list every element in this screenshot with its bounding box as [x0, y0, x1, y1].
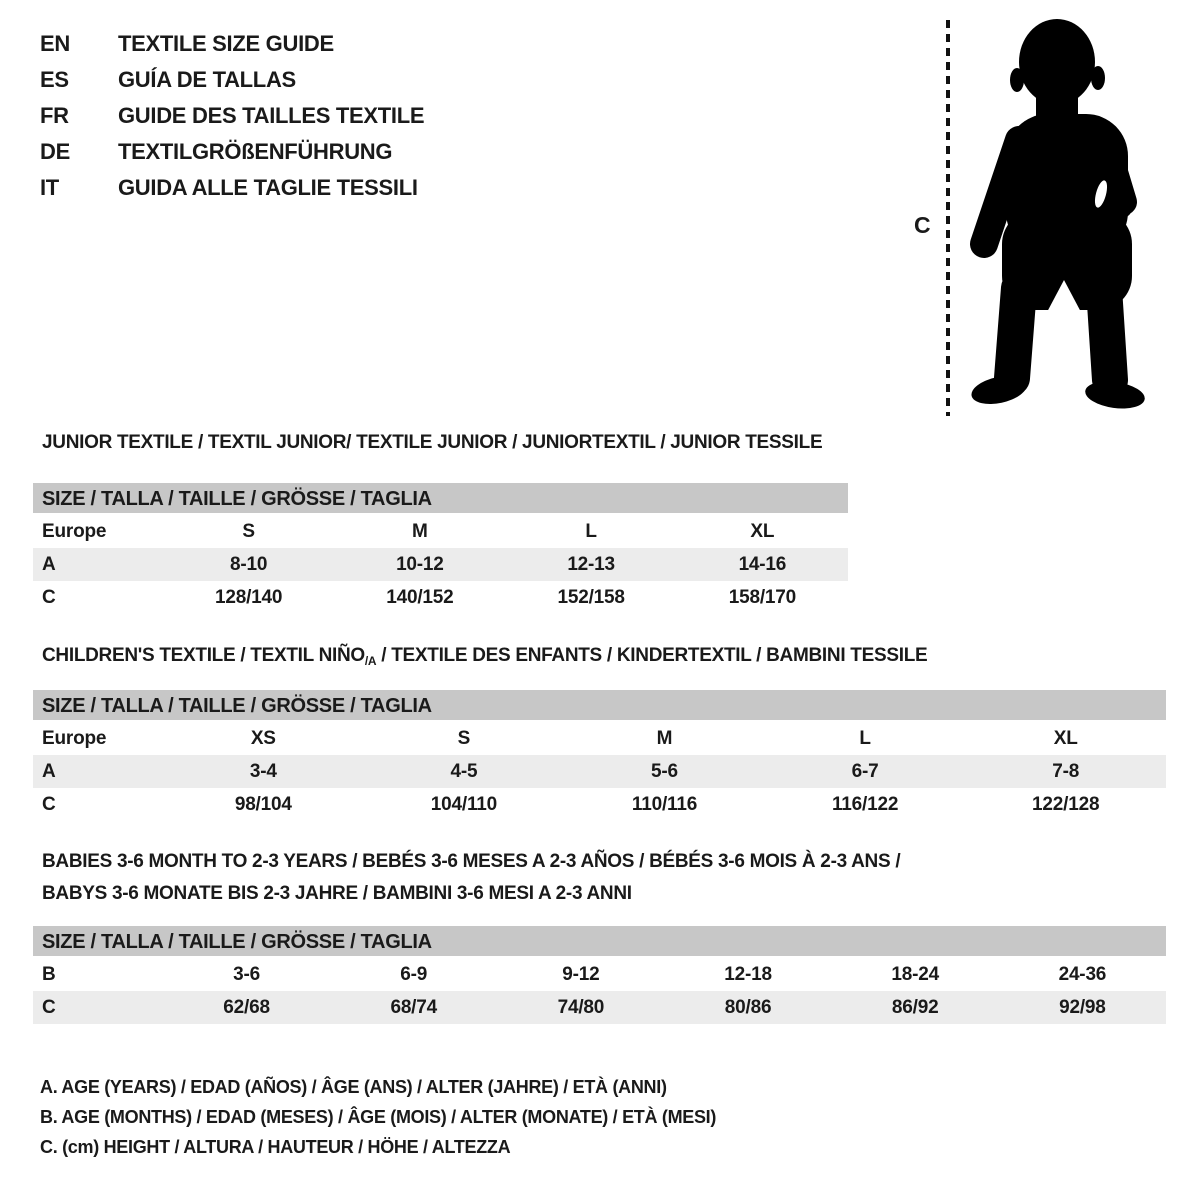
legend-age-months: B. AGE (MONTHS) / EDAD (MESES) / ÂGE (MOIS) / ALTER (MONATE) / ETÀ (MESI)	[40, 1107, 717, 1127]
legend-height-cm: C. (cm) HEIGHT / ALTURA / HAUTEUR / HÖHE / ALTEZZA	[40, 1137, 511, 1157]
size-cell: 98/104	[234, 793, 292, 815]
table-row	[33, 991, 1166, 1024]
language-title-list	[40, 26, 424, 206]
children-table-title	[42, 644, 927, 669]
babies-table-title-line1: BABIES 3-6 MONTH TO 2-3 YEARS / BEBÉS 3-6 MESES A 2-3 AÑOS / BÉBÉS 3-6 MOIS À 2-3 ANS /	[42, 851, 901, 872]
size-cell: 12-13	[567, 553, 615, 575]
size-cell: XL	[750, 520, 775, 542]
size-cell: 4-5	[450, 760, 478, 782]
title-part: CHILDREN'S TEXTILE / TEXTIL NIÑO	[42, 645, 365, 666]
row-label-cell: C	[42, 793, 56, 815]
row-label-cell: B	[42, 963, 56, 985]
size-cell: 24-36	[1058, 963, 1107, 985]
size-cell: 92/98	[1059, 996, 1106, 1018]
size-cell: S	[242, 520, 255, 542]
table-row	[33, 722, 1166, 755]
size-cell: S	[457, 727, 471, 749]
size-header-bar: SIZE / TALLA / TAILLE / GRÖSSE / TAGLIA	[33, 483, 848, 515]
size-cell: 152/158	[557, 586, 625, 608]
row-label-cell: Europe	[42, 520, 107, 542]
language-code: EN	[40, 31, 70, 56]
children-size-table	[33, 690, 1166, 821]
junior-table-title: JUNIOR TEXTILE / TEXTIL JUNIOR/ TEXTILE JUNIOR / JUNIORTEXTIL / JUNIOR TESSILE	[42, 432, 823, 453]
language-code: IT	[40, 175, 59, 200]
list-item	[40, 98, 424, 134]
language-title: TEXTILGRÖßENFÜHRUNG	[118, 139, 393, 164]
toddler-silhouette-image	[962, 18, 1162, 416]
measure-legend	[40, 1072, 716, 1162]
row-label-cell: C	[42, 996, 56, 1018]
size-cell: 116/122	[831, 793, 899, 815]
size-cell: 5-6	[651, 760, 678, 782]
size-cell: 158/170	[728, 586, 797, 608]
table-row	[33, 515, 848, 548]
size-cell: 12-18	[724, 963, 772, 985]
size-cell: 110/116	[631, 793, 698, 815]
table-row	[33, 755, 1166, 788]
language-title: GUIDA ALLE TAGLIE TESSILI	[118, 175, 418, 200]
list-item	[40, 170, 424, 206]
language-title: GUÍA DE TALLAS	[118, 67, 296, 92]
list-item	[40, 26, 424, 62]
table-row	[33, 788, 1166, 821]
junior-size-table	[33, 483, 848, 614]
language-code: FR	[40, 103, 69, 128]
size-header-bar: SIZE / TALLA / TAILLE / GRÖSSE / TAGLIA	[33, 690, 1166, 722]
size-cell: 128/140	[214, 586, 283, 608]
size-cell: 68/74	[390, 996, 437, 1018]
size-cell: 80/86	[724, 996, 772, 1018]
size-cell: 6-7	[851, 760, 879, 782]
table-row	[33, 548, 848, 581]
height-measure-label: C	[914, 212, 931, 238]
height-measure-dashed-line	[946, 20, 950, 416]
title-part: / TEXTILE DES ENFANTS / KINDERTEXTIL / BAMBINI TESSILE	[376, 645, 928, 666]
size-cell: M	[656, 727, 673, 749]
size-cell: L	[859, 727, 871, 749]
language-title: TEXTILE SIZE GUIDE	[118, 31, 334, 56]
size-header-bar: SIZE / TALLA / TAILLE / GRÖSSE / TAGLIA	[33, 926, 1166, 958]
size-cell: 7-8	[1052, 760, 1080, 782]
babies-table-title-line2: BABYS 3-6 MONATE BIS 2-3 JAHRE / BAMBINI 3-6 MESI A 2-3 ANNI	[42, 883, 632, 904]
language-code: ES	[40, 67, 69, 92]
size-cell: 18-24	[891, 963, 939, 985]
table-row	[33, 581, 848, 614]
babies-size-table	[33, 926, 1166, 1024]
size-cell: 10-12	[396, 553, 444, 575]
size-cell: 3-4	[249, 760, 277, 782]
size-cell: M	[412, 520, 428, 542]
size-cell: L	[585, 520, 597, 542]
size-cell: 62/68	[223, 996, 270, 1018]
list-item	[40, 62, 424, 98]
list-item	[40, 134, 424, 170]
size-cell: 8-10	[230, 553, 268, 575]
size-cell: 86/92	[891, 996, 939, 1018]
language-code: DE	[40, 139, 70, 164]
size-cell: 104/110	[430, 793, 497, 815]
size-cell: 3-6	[233, 963, 261, 985]
table-row	[33, 958, 1166, 991]
size-cell: 74/80	[557, 996, 605, 1018]
size-cell: 6-9	[400, 963, 428, 985]
row-label-cell: A	[42, 760, 56, 782]
legend-age-years: A. AGE (YEARS) / EDAD (AÑOS) / ÂGE (ANS) / ALTER (JAHRE) / ETÀ (ANNI)	[40, 1077, 667, 1097]
title-part-subscript: /A	[364, 654, 377, 668]
row-label-cell: Europe	[42, 727, 107, 749]
size-cell: XS	[250, 727, 276, 749]
size-cell: 9-12	[562, 963, 600, 985]
language-title: GUIDE DES TAILLES TEXTILE	[118, 103, 425, 128]
size-cell: 140/152	[386, 586, 454, 608]
row-label-cell: A	[42, 553, 56, 575]
size-cell: XL	[1053, 727, 1078, 749]
size-cell: 122/128	[1032, 793, 1100, 815]
row-label-cell: C	[42, 586, 56, 608]
size-cell: 14-16	[738, 553, 787, 575]
